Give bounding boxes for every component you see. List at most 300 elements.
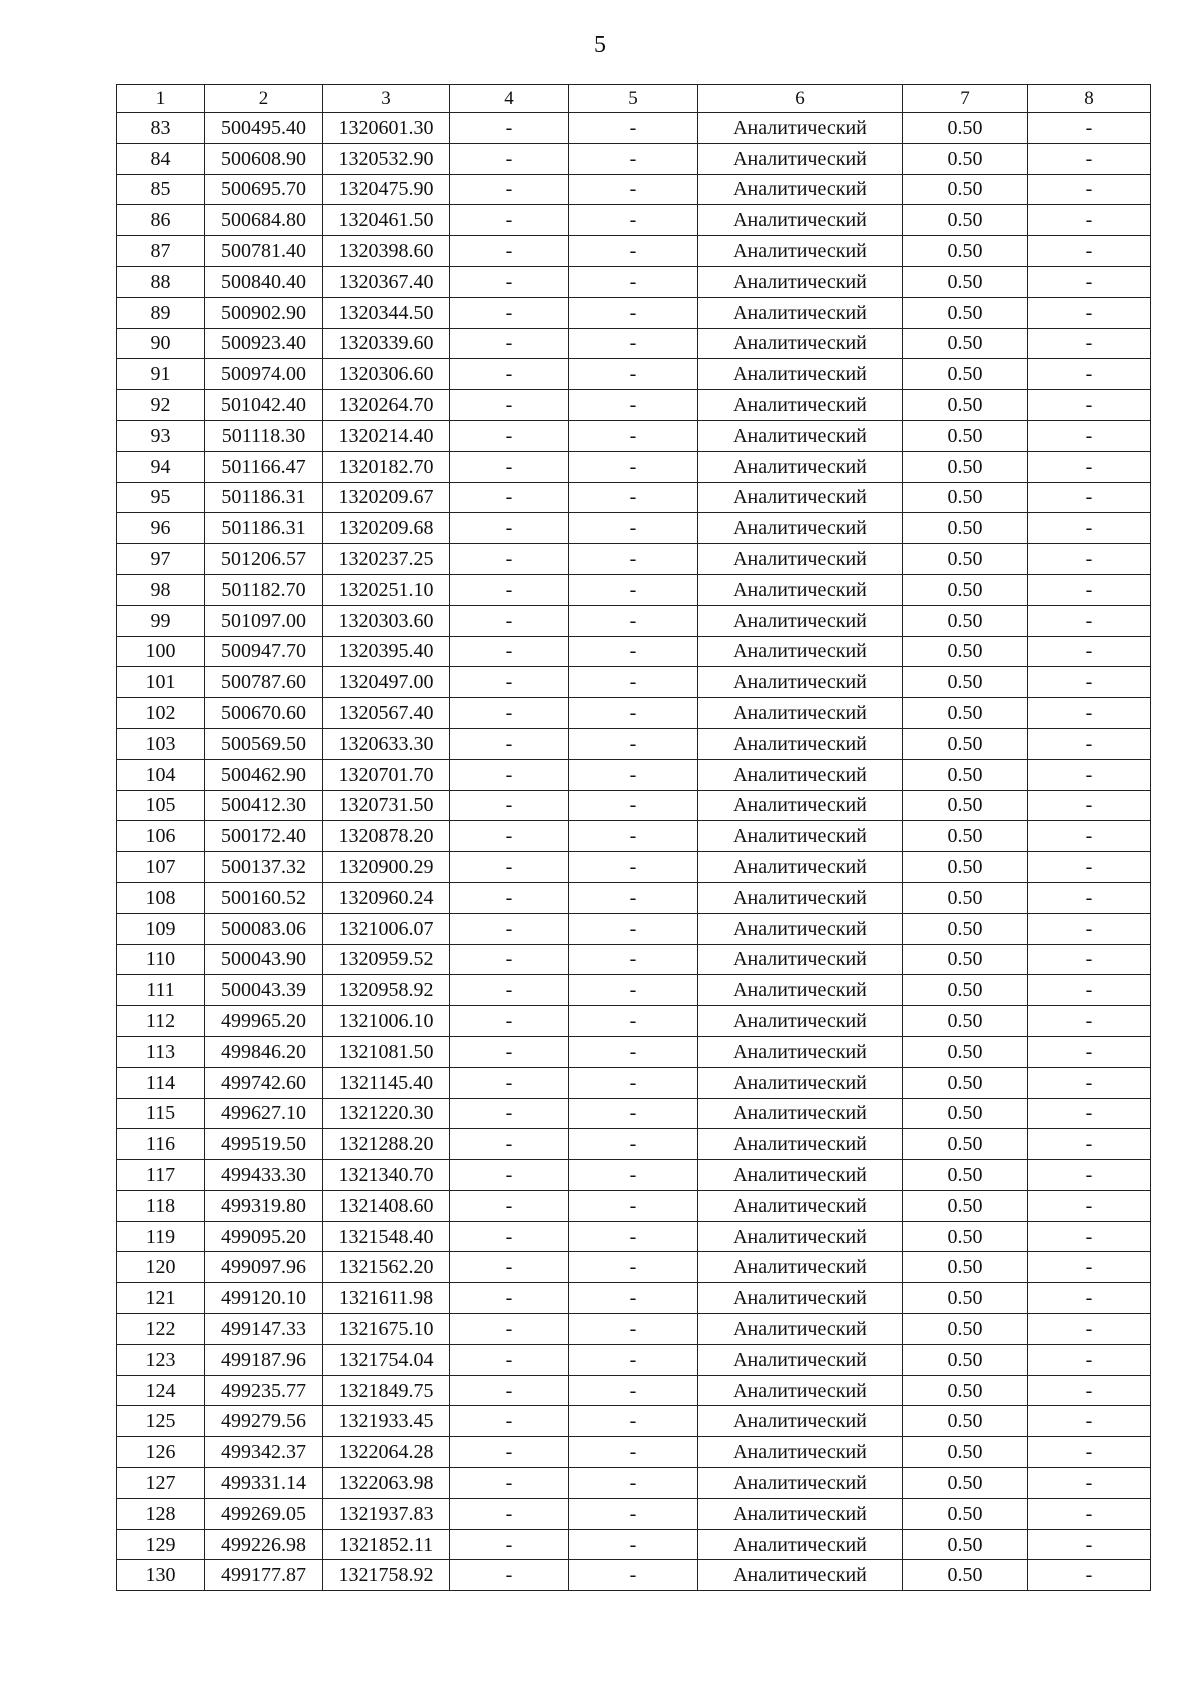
column-5-cell: - bbox=[569, 882, 698, 913]
column-4-cell: - bbox=[450, 1036, 569, 1067]
table-row bbox=[117, 174, 1151, 205]
point-number-cell: 112 bbox=[117, 1006, 205, 1037]
method-cell: Аналитический bbox=[698, 236, 903, 267]
x-coordinate-cell: 501166.47 bbox=[205, 451, 323, 482]
column-8-cell: - bbox=[1028, 328, 1151, 359]
column-8-cell: - bbox=[1028, 143, 1151, 174]
method-cell: Аналитический bbox=[698, 1498, 903, 1529]
column-5-cell: - bbox=[569, 852, 698, 883]
column-4-cell: - bbox=[450, 544, 569, 575]
coordinates-table bbox=[116, 84, 1151, 1591]
y-coordinate-cell: 1320701.70 bbox=[323, 759, 450, 790]
x-coordinate-cell: 500083.06 bbox=[205, 913, 323, 944]
column-5-cell: - bbox=[569, 1190, 698, 1221]
column-4-cell: - bbox=[450, 328, 569, 359]
point-number-cell: 124 bbox=[117, 1375, 205, 1406]
column-4-cell: - bbox=[450, 852, 569, 883]
y-coordinate-cell: 1320497.00 bbox=[323, 667, 450, 698]
accuracy-cell: 0.50 bbox=[903, 821, 1028, 852]
column-4-cell: - bbox=[450, 1190, 569, 1221]
y-coordinate-cell: 1321852.11 bbox=[323, 1529, 450, 1560]
column-8-cell: - bbox=[1028, 236, 1151, 267]
method-cell: Аналитический bbox=[698, 1314, 903, 1345]
table-row bbox=[117, 882, 1151, 913]
y-coordinate-cell: 1320958.92 bbox=[323, 975, 450, 1006]
column-8-cell: - bbox=[1028, 482, 1151, 513]
method-cell: Аналитический bbox=[698, 759, 903, 790]
x-coordinate-cell: 500569.50 bbox=[205, 728, 323, 759]
accuracy-cell: 0.50 bbox=[903, 113, 1028, 144]
y-coordinate-cell: 1320367.40 bbox=[323, 266, 450, 297]
x-coordinate-cell: 500902.90 bbox=[205, 297, 323, 328]
column-5-cell: - bbox=[569, 1406, 698, 1437]
table-row bbox=[117, 821, 1151, 852]
table-row bbox=[117, 1314, 1151, 1345]
method-cell: Аналитический bbox=[698, 143, 903, 174]
point-number-cell: 95 bbox=[117, 482, 205, 513]
column-8-cell: - bbox=[1028, 1560, 1151, 1591]
point-number-cell: 116 bbox=[117, 1129, 205, 1160]
x-coordinate-cell: 499846.20 bbox=[205, 1036, 323, 1067]
table-row bbox=[117, 667, 1151, 698]
x-coordinate-cell: 499279.56 bbox=[205, 1406, 323, 1437]
method-cell: Аналитический bbox=[698, 174, 903, 205]
column-5-cell: - bbox=[569, 1560, 698, 1591]
x-coordinate-cell: 500172.40 bbox=[205, 821, 323, 852]
column-5-cell: - bbox=[569, 1314, 698, 1345]
x-coordinate-cell: 500137.32 bbox=[205, 852, 323, 883]
table-row bbox=[117, 1437, 1151, 1468]
method-cell: Аналитический bbox=[698, 698, 903, 729]
table-row bbox=[117, 944, 1151, 975]
y-coordinate-cell: 1320182.70 bbox=[323, 451, 450, 482]
accuracy-cell: 0.50 bbox=[903, 975, 1028, 1006]
point-number-cell: 88 bbox=[117, 266, 205, 297]
x-coordinate-cell: 500462.90 bbox=[205, 759, 323, 790]
table-row bbox=[117, 1468, 1151, 1499]
table-row bbox=[117, 1283, 1151, 1314]
column-8-cell: - bbox=[1028, 1437, 1151, 1468]
column-4-cell: - bbox=[450, 390, 569, 421]
x-coordinate-cell: 500684.80 bbox=[205, 205, 323, 236]
column-4-cell: - bbox=[450, 359, 569, 390]
y-coordinate-cell: 1322063.98 bbox=[323, 1468, 450, 1499]
point-number-cell: 111 bbox=[117, 975, 205, 1006]
x-coordinate-cell: 499319.80 bbox=[205, 1190, 323, 1221]
point-number-cell: 97 bbox=[117, 544, 205, 575]
y-coordinate-cell: 1321006.07 bbox=[323, 913, 450, 944]
point-number-cell: 121 bbox=[117, 1283, 205, 1314]
column-number-cell: 7 bbox=[903, 85, 1028, 113]
accuracy-cell: 0.50 bbox=[903, 1437, 1028, 1468]
y-coordinate-cell: 1320398.60 bbox=[323, 236, 450, 267]
method-cell: Аналитический bbox=[698, 1252, 903, 1283]
column-5-cell: - bbox=[569, 328, 698, 359]
method-cell: Аналитический bbox=[698, 1006, 903, 1037]
column-8-cell: - bbox=[1028, 1098, 1151, 1129]
x-coordinate-cell: 501097.00 bbox=[205, 605, 323, 636]
table-row bbox=[117, 113, 1151, 144]
column-8-cell: - bbox=[1028, 913, 1151, 944]
y-coordinate-cell: 1320633.30 bbox=[323, 728, 450, 759]
column-5-cell: - bbox=[569, 1221, 698, 1252]
column-5-cell: - bbox=[569, 728, 698, 759]
point-number-cell: 94 bbox=[117, 451, 205, 482]
accuracy-cell: 0.50 bbox=[903, 1468, 1028, 1499]
method-cell: Аналитический bbox=[698, 113, 903, 144]
y-coordinate-cell: 1321145.40 bbox=[323, 1067, 450, 1098]
column-4-cell: - bbox=[450, 759, 569, 790]
table-row bbox=[117, 1406, 1151, 1437]
column-8-cell: - bbox=[1028, 1006, 1151, 1037]
column-number-cell: 8 bbox=[1028, 85, 1151, 113]
column-number-cell: 1 bbox=[117, 85, 205, 113]
y-coordinate-cell: 1320532.90 bbox=[323, 143, 450, 174]
y-coordinate-cell: 1321562.20 bbox=[323, 1252, 450, 1283]
y-coordinate-cell: 1320395.40 bbox=[323, 636, 450, 667]
table-row bbox=[117, 143, 1151, 174]
point-number-cell: 90 bbox=[117, 328, 205, 359]
column-5-cell: - bbox=[569, 1529, 698, 1560]
accuracy-cell: 0.50 bbox=[903, 544, 1028, 575]
accuracy-cell: 0.50 bbox=[903, 1160, 1028, 1191]
column-5-cell: - bbox=[569, 266, 698, 297]
table-row bbox=[117, 451, 1151, 482]
accuracy-cell: 0.50 bbox=[903, 605, 1028, 636]
method-cell: Аналитический bbox=[698, 451, 903, 482]
x-coordinate-cell: 499331.14 bbox=[205, 1468, 323, 1499]
column-8-cell: - bbox=[1028, 1468, 1151, 1499]
x-coordinate-cell: 499097.96 bbox=[205, 1252, 323, 1283]
column-8-cell: - bbox=[1028, 1406, 1151, 1437]
column-4-cell: - bbox=[450, 174, 569, 205]
column-4-cell: - bbox=[450, 1468, 569, 1499]
table-row bbox=[117, 1098, 1151, 1129]
point-number-cell: 106 bbox=[117, 821, 205, 852]
column-number-cell: 5 bbox=[569, 85, 698, 113]
table-row bbox=[117, 1067, 1151, 1098]
accuracy-cell: 0.50 bbox=[903, 174, 1028, 205]
y-coordinate-cell: 1320960.24 bbox=[323, 882, 450, 913]
column-4-cell: - bbox=[450, 574, 569, 605]
point-number-cell: 125 bbox=[117, 1406, 205, 1437]
x-coordinate-cell: 500695.70 bbox=[205, 174, 323, 205]
method-cell: Аналитический bbox=[698, 728, 903, 759]
accuracy-cell: 0.50 bbox=[903, 482, 1028, 513]
column-8-cell: - bbox=[1028, 667, 1151, 698]
column-8-cell: - bbox=[1028, 1190, 1151, 1221]
column-5-cell: - bbox=[569, 1468, 698, 1499]
table-row bbox=[117, 759, 1151, 790]
column-5-cell: - bbox=[569, 113, 698, 144]
column-4-cell: - bbox=[450, 1560, 569, 1591]
table-row bbox=[117, 1375, 1151, 1406]
y-coordinate-cell: 1320475.90 bbox=[323, 174, 450, 205]
method-cell: Аналитический bbox=[698, 359, 903, 390]
column-4-cell: - bbox=[450, 1129, 569, 1160]
column-4-cell: - bbox=[450, 821, 569, 852]
column-5-cell: - bbox=[569, 236, 698, 267]
method-cell: Аналитический bbox=[698, 1036, 903, 1067]
column-8-cell: - bbox=[1028, 852, 1151, 883]
accuracy-cell: 0.50 bbox=[903, 1036, 1028, 1067]
y-coordinate-cell: 1321081.50 bbox=[323, 1036, 450, 1067]
x-coordinate-cell: 500412.30 bbox=[205, 790, 323, 821]
x-coordinate-cell: 500787.60 bbox=[205, 667, 323, 698]
accuracy-cell: 0.50 bbox=[903, 882, 1028, 913]
x-coordinate-cell: 499269.05 bbox=[205, 1498, 323, 1529]
x-coordinate-cell: 500974.00 bbox=[205, 359, 323, 390]
y-coordinate-cell: 1320264.70 bbox=[323, 390, 450, 421]
accuracy-cell: 0.50 bbox=[903, 451, 1028, 482]
x-coordinate-cell: 501186.31 bbox=[205, 482, 323, 513]
accuracy-cell: 0.50 bbox=[903, 1498, 1028, 1529]
table-row bbox=[117, 1344, 1151, 1375]
y-coordinate-cell: 1321933.45 bbox=[323, 1406, 450, 1437]
y-coordinate-cell: 1320959.52 bbox=[323, 944, 450, 975]
y-coordinate-cell: 1320567.40 bbox=[323, 698, 450, 729]
accuracy-cell: 0.50 bbox=[903, 1529, 1028, 1560]
accuracy-cell: 0.50 bbox=[903, 205, 1028, 236]
y-coordinate-cell: 1320461.50 bbox=[323, 205, 450, 236]
x-coordinate-cell: 499519.50 bbox=[205, 1129, 323, 1160]
column-5-cell: - bbox=[569, 420, 698, 451]
column-number-row bbox=[117, 85, 1151, 113]
point-number-cell: 84 bbox=[117, 143, 205, 174]
table-row bbox=[117, 975, 1151, 1006]
column-4-cell: - bbox=[450, 297, 569, 328]
y-coordinate-cell: 1320209.67 bbox=[323, 482, 450, 513]
column-5-cell: - bbox=[569, 1098, 698, 1129]
column-5-cell: - bbox=[569, 1006, 698, 1037]
x-coordinate-cell: 501118.30 bbox=[205, 420, 323, 451]
column-5-cell: - bbox=[569, 1344, 698, 1375]
x-coordinate-cell: 500160.52 bbox=[205, 882, 323, 913]
y-coordinate-cell: 1320731.50 bbox=[323, 790, 450, 821]
point-number-cell: 92 bbox=[117, 390, 205, 421]
column-5-cell: - bbox=[569, 605, 698, 636]
table-row bbox=[117, 913, 1151, 944]
table-row bbox=[117, 605, 1151, 636]
accuracy-cell: 0.50 bbox=[903, 359, 1028, 390]
accuracy-cell: 0.50 bbox=[903, 236, 1028, 267]
column-8-cell: - bbox=[1028, 1067, 1151, 1098]
column-4-cell: - bbox=[450, 882, 569, 913]
table-row bbox=[117, 574, 1151, 605]
y-coordinate-cell: 1321849.75 bbox=[323, 1375, 450, 1406]
column-8-cell: - bbox=[1028, 1314, 1151, 1345]
column-4-cell: - bbox=[450, 728, 569, 759]
column-8-cell: - bbox=[1028, 113, 1151, 144]
point-number-cell: 127 bbox=[117, 1468, 205, 1499]
column-8-cell: - bbox=[1028, 821, 1151, 852]
column-5-cell: - bbox=[569, 513, 698, 544]
x-coordinate-cell: 501042.40 bbox=[205, 390, 323, 421]
method-cell: Аналитический bbox=[698, 574, 903, 605]
column-8-cell: - bbox=[1028, 544, 1151, 575]
table-row bbox=[117, 1006, 1151, 1037]
table-row bbox=[117, 1036, 1151, 1067]
method-cell: Аналитический bbox=[698, 882, 903, 913]
accuracy-cell: 0.50 bbox=[903, 636, 1028, 667]
accuracy-cell: 0.50 bbox=[903, 513, 1028, 544]
accuracy-cell: 0.50 bbox=[903, 1098, 1028, 1129]
method-cell: Аналитический bbox=[698, 944, 903, 975]
table-row bbox=[117, 728, 1151, 759]
column-5-cell: - bbox=[569, 143, 698, 174]
accuracy-cell: 0.50 bbox=[903, 944, 1028, 975]
method-cell: Аналитический bbox=[698, 1437, 903, 1468]
accuracy-cell: 0.50 bbox=[903, 1190, 1028, 1221]
x-coordinate-cell: 500043.39 bbox=[205, 975, 323, 1006]
column-8-cell: - bbox=[1028, 698, 1151, 729]
column-4-cell: - bbox=[450, 113, 569, 144]
method-cell: Аналитический bbox=[698, 513, 903, 544]
y-coordinate-cell: 1321611.98 bbox=[323, 1283, 450, 1314]
method-cell: Аналитический bbox=[698, 667, 903, 698]
accuracy-cell: 0.50 bbox=[903, 1314, 1028, 1345]
table-row bbox=[117, 852, 1151, 883]
method-cell: Аналитический bbox=[698, 390, 903, 421]
accuracy-cell: 0.50 bbox=[903, 1221, 1028, 1252]
column-8-cell: - bbox=[1028, 636, 1151, 667]
y-coordinate-cell: 1320214.40 bbox=[323, 420, 450, 451]
accuracy-cell: 0.50 bbox=[903, 328, 1028, 359]
method-cell: Аналитический bbox=[698, 205, 903, 236]
x-coordinate-cell: 499177.87 bbox=[205, 1560, 323, 1591]
point-number-cell: 103 bbox=[117, 728, 205, 759]
column-5-cell: - bbox=[569, 544, 698, 575]
table-row bbox=[117, 636, 1151, 667]
column-8-cell: - bbox=[1028, 1129, 1151, 1160]
x-coordinate-cell: 500043.90 bbox=[205, 944, 323, 975]
column-4-cell: - bbox=[450, 1221, 569, 1252]
column-4-cell: - bbox=[450, 236, 569, 267]
point-number-cell: 122 bbox=[117, 1314, 205, 1345]
point-number-cell: 86 bbox=[117, 205, 205, 236]
point-number-cell: 91 bbox=[117, 359, 205, 390]
x-coordinate-cell: 500495.40 bbox=[205, 113, 323, 144]
accuracy-cell: 0.50 bbox=[903, 1560, 1028, 1591]
column-8-cell: - bbox=[1028, 1498, 1151, 1529]
column-4-cell: - bbox=[450, 205, 569, 236]
column-5-cell: - bbox=[569, 759, 698, 790]
method-cell: Аналитический bbox=[698, 1221, 903, 1252]
table-row bbox=[117, 297, 1151, 328]
point-number-cell: 128 bbox=[117, 1498, 205, 1529]
x-coordinate-cell: 500923.40 bbox=[205, 328, 323, 359]
accuracy-cell: 0.50 bbox=[903, 1344, 1028, 1375]
column-5-cell: - bbox=[569, 913, 698, 944]
column-8-cell: - bbox=[1028, 359, 1151, 390]
column-5-cell: - bbox=[569, 944, 698, 975]
accuracy-cell: 0.50 bbox=[903, 1067, 1028, 1098]
table-row bbox=[117, 544, 1151, 575]
accuracy-cell: 0.50 bbox=[903, 143, 1028, 174]
column-8-cell: - bbox=[1028, 1283, 1151, 1314]
table-row bbox=[117, 390, 1151, 421]
column-5-cell: - bbox=[569, 574, 698, 605]
column-8-cell: - bbox=[1028, 266, 1151, 297]
x-coordinate-cell: 499965.20 bbox=[205, 1006, 323, 1037]
column-4-cell: - bbox=[450, 1283, 569, 1314]
x-coordinate-cell: 499342.37 bbox=[205, 1437, 323, 1468]
method-cell: Аналитический bbox=[698, 790, 903, 821]
page-number: 5 bbox=[594, 32, 606, 58]
column-8-cell: - bbox=[1028, 1252, 1151, 1283]
y-coordinate-cell: 1320251.10 bbox=[323, 574, 450, 605]
point-number-cell: 123 bbox=[117, 1344, 205, 1375]
column-4-cell: - bbox=[450, 513, 569, 544]
column-5-cell: - bbox=[569, 667, 698, 698]
column-number-cell: 3 bbox=[323, 85, 450, 113]
method-cell: Аналитический bbox=[698, 821, 903, 852]
column-5-cell: - bbox=[569, 1283, 698, 1314]
column-4-cell: - bbox=[450, 667, 569, 698]
method-cell: Аналитический bbox=[698, 328, 903, 359]
method-cell: Аналитический bbox=[698, 1160, 903, 1191]
column-4-cell: - bbox=[450, 266, 569, 297]
y-coordinate-cell: 1320209.68 bbox=[323, 513, 450, 544]
column-5-cell: - bbox=[569, 359, 698, 390]
column-4-cell: - bbox=[450, 1006, 569, 1037]
point-number-cell: 85 bbox=[117, 174, 205, 205]
column-5-cell: - bbox=[569, 1375, 698, 1406]
column-8-cell: - bbox=[1028, 420, 1151, 451]
accuracy-cell: 0.50 bbox=[903, 390, 1028, 421]
accuracy-cell: 0.50 bbox=[903, 728, 1028, 759]
column-4-cell: - bbox=[450, 1437, 569, 1468]
column-4-cell: - bbox=[450, 1314, 569, 1345]
column-4-cell: - bbox=[450, 975, 569, 1006]
column-4-cell: - bbox=[450, 790, 569, 821]
y-coordinate-cell: 1321675.10 bbox=[323, 1314, 450, 1345]
column-8-cell: - bbox=[1028, 1375, 1151, 1406]
y-coordinate-cell: 1320339.60 bbox=[323, 328, 450, 359]
method-cell: Аналитический bbox=[698, 297, 903, 328]
y-coordinate-cell: 1321006.10 bbox=[323, 1006, 450, 1037]
column-4-cell: - bbox=[450, 1067, 569, 1098]
method-cell: Аналитический bbox=[698, 1067, 903, 1098]
method-cell: Аналитический bbox=[698, 913, 903, 944]
method-cell: Аналитический bbox=[698, 1468, 903, 1499]
method-cell: Аналитический bbox=[698, 1375, 903, 1406]
column-5-cell: - bbox=[569, 174, 698, 205]
x-coordinate-cell: 501182.70 bbox=[205, 574, 323, 605]
column-4-cell: - bbox=[450, 420, 569, 451]
x-coordinate-cell: 500781.40 bbox=[205, 236, 323, 267]
method-cell: Аналитический bbox=[698, 1344, 903, 1375]
x-coordinate-cell: 499226.98 bbox=[205, 1529, 323, 1560]
accuracy-cell: 0.50 bbox=[903, 574, 1028, 605]
point-number-cell: 117 bbox=[117, 1160, 205, 1191]
x-coordinate-cell: 499742.60 bbox=[205, 1067, 323, 1098]
accuracy-cell: 0.50 bbox=[903, 1283, 1028, 1314]
column-8-cell: - bbox=[1028, 975, 1151, 1006]
method-cell: Аналитический bbox=[698, 975, 903, 1006]
y-coordinate-cell: 1321408.60 bbox=[323, 1190, 450, 1221]
column-8-cell: - bbox=[1028, 1221, 1151, 1252]
point-number-cell: 108 bbox=[117, 882, 205, 913]
table-row bbox=[117, 1529, 1151, 1560]
method-cell: Аналитический bbox=[698, 605, 903, 636]
column-8-cell: - bbox=[1028, 882, 1151, 913]
column-5-cell: - bbox=[569, 1160, 698, 1191]
column-5-cell: - bbox=[569, 1498, 698, 1529]
point-number-cell: 110 bbox=[117, 944, 205, 975]
table-row bbox=[117, 1252, 1151, 1283]
x-coordinate-cell: 499095.20 bbox=[205, 1221, 323, 1252]
